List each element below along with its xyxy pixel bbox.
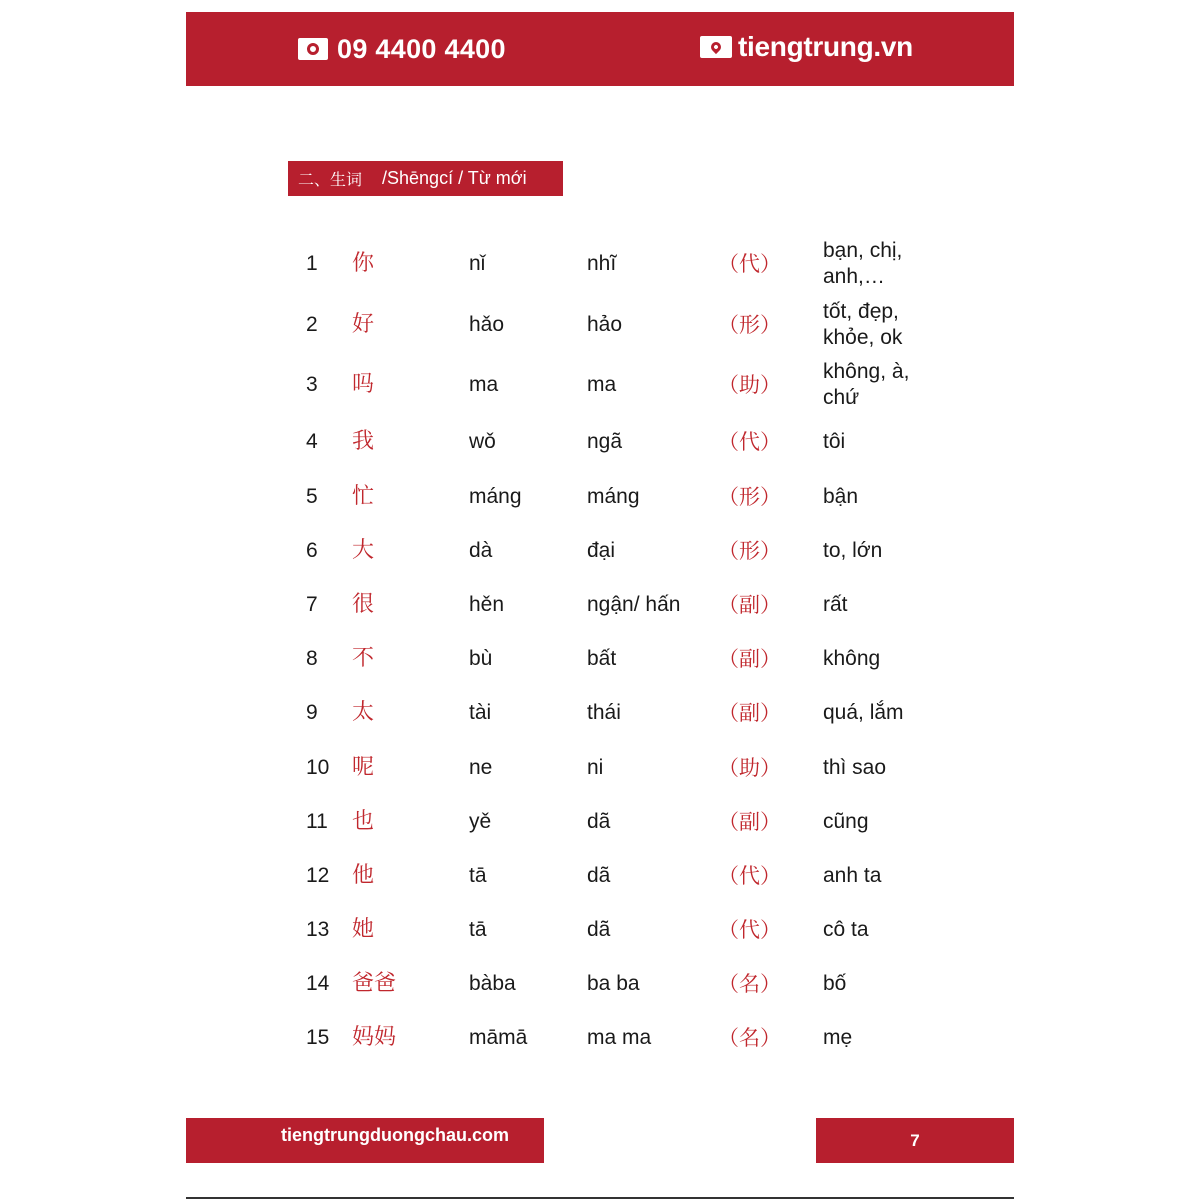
vocab-hanzi: 大 [352,538,375,563]
vocab-type: （副） [718,701,781,725]
vocab-row [0,631,1200,687]
vocab-row [0,794,1200,850]
vocab-pinyin: yě [469,810,492,833]
vocab-hanzi: 妈妈 [352,1025,397,1050]
vocab-row [0,297,1200,353]
vocab-meaning: bạn, chị, anh,… [823,239,903,288]
vocab-row [0,469,1200,525]
vocab-meaning: bố [823,972,847,995]
vocab-type: （形） [718,313,781,337]
vocab-hanviet: ma ma [587,1026,652,1049]
vocab-row [0,1010,1200,1066]
vocab-num: 4 [306,430,318,453]
vocab-pinyin: tā [469,864,487,887]
page-number: 7 [910,1130,920,1150]
vocab-meaning: anh ta [823,864,882,887]
location-pin-icon [700,36,732,58]
vocab-hanviet: dã [587,810,611,833]
vocab-type: （形） [718,539,781,563]
vocab-pinyin: tā [469,918,487,941]
vocab-type: （副） [718,593,781,617]
vocab-type: （助） [718,756,781,780]
vocab-hanzi: 好 [352,312,375,337]
vocab-num: 1 [306,252,318,275]
vocab-pinyin: hěn [469,593,505,616]
vocab-hanzi: 你 [352,251,375,276]
vocab-row [0,956,1200,1012]
vocab-num: 12 [306,864,330,887]
vocab-type: （名） [718,972,781,996]
vocab-hanzi: 她 [352,917,375,942]
vocab-num: 13 [306,918,330,941]
vocab-num: 11 [306,810,328,833]
vocab-hanviet: ni [587,756,604,779]
vocab-hanzi: 太 [352,700,375,725]
section-heading-chinese: 二、生词 [298,170,363,189]
vocab-meaning: to, lớn [823,539,883,562]
vocab-pinyin: máng [469,485,522,508]
footer-website-bar [186,1118,544,1163]
vocab-hanzi: 他 [352,863,375,888]
vocab-pinyin: tài [469,701,492,724]
vocab-hanzi: 不 [352,646,375,671]
vocab-num: 5 [306,485,318,508]
vocab-hanviet: ba ba [587,972,640,995]
vocab-pinyin: bù [469,647,493,670]
vocab-type: （名） [718,1026,781,1050]
vocab-hanviet: ngận/ hấn [587,593,681,616]
vocab-hanzi: 也 [352,809,375,834]
vocab-type: （代） [718,864,781,888]
vocab-num: 14 [306,972,330,995]
vocab-type: （副） [718,647,781,671]
vocab-meaning: mẹ [823,1026,853,1049]
vocab-pinyin: ma [469,373,499,396]
phone-contact[interactable] [298,32,506,66]
vocab-meaning: thì sao [823,756,887,779]
vocab-hanzi: 爸爸 [352,971,397,996]
vocab-row [0,902,1200,958]
vocab-meaning: quá, lắm [823,701,904,724]
vocab-row [0,848,1200,904]
vocab-pinyin: māmā [469,1026,528,1049]
vocab-meaning: cũng [823,810,869,833]
vocab-hanviet: bất [587,647,617,670]
vocab-type: （代） [718,430,781,454]
vocab-meaning: bận [823,485,859,508]
vocab-hanviet: máng [587,485,640,508]
vocab-pinyin: dà [469,539,493,562]
vocab-pinyin: nǐ [469,252,486,275]
vocab-hanzi: 我 [352,429,375,454]
vocab-meaning: tốt, đẹp, khỏe, ok [823,300,903,349]
vocab-hanviet: ngã [587,430,623,453]
vocab-row [0,685,1200,741]
vocab-type: （副） [718,810,781,834]
vocab-num: 8 [306,647,318,670]
vocab-row [0,357,1200,413]
vocab-pinyin: wǒ [469,430,496,453]
vocab-type: （形） [718,485,781,509]
footer-page-bar [816,1118,1014,1163]
vocab-num: 7 [306,593,318,616]
vocab-row [0,523,1200,579]
vocab-row [0,740,1200,796]
phone-number: 09 4400 4400 [337,33,506,64]
vocab-hanviet: đại [587,539,616,562]
vocab-hanzi: 吗 [352,372,375,397]
vocab-meaning: không [823,647,881,670]
vocab-row [0,577,1200,633]
vocab-meaning: tôi [823,430,846,453]
vocab-hanviet: ma [587,373,617,396]
footer-website[interactable]: tiengtrungduongchau.com [281,1125,509,1145]
vocab-num: 15 [306,1026,330,1049]
vocab-num: 2 [306,313,318,336]
vocab-hanviet: thái [587,701,621,724]
site-name: tiengtrung.vn [738,31,913,62]
vocab-meaning: rất [823,593,848,616]
site-link[interactable] [700,30,913,64]
vocab-meaning: không, à, chứ [823,360,910,409]
vocab-hanzi: 忙 [352,484,375,509]
vocab-hanviet: nhĩ [587,252,617,275]
vocab-pinyin: hǎo [469,313,505,336]
bottom-divider [186,1197,1014,1199]
section-heading-title: /Shēngcí / Từ mới [382,168,527,188]
vocab-pinyin: bàba [469,972,516,995]
vocab-num: 9 [306,701,318,724]
vocab-hanviet: dã [587,918,611,941]
vocab-type: （助） [718,373,781,397]
vocab-hanzi: 呢 [352,755,375,780]
vocab-num: 10 [306,756,330,779]
vocab-row [0,414,1200,470]
vocab-type: （代） [718,252,781,276]
vocab-row [0,236,1200,292]
vocab-num: 3 [306,373,318,396]
vocab-num: 6 [306,539,318,562]
vocab-meaning: cô ta [823,918,869,941]
section-heading [288,161,563,196]
vocab-hanviet: dã [587,864,611,887]
vocab-hanzi: 很 [352,592,375,617]
vocab-type: （代） [718,918,781,942]
vocab-hanviet: hảo [587,313,623,336]
header-banner [186,12,1014,86]
phone-icon [298,38,328,60]
vocab-pinyin: ne [469,756,493,779]
